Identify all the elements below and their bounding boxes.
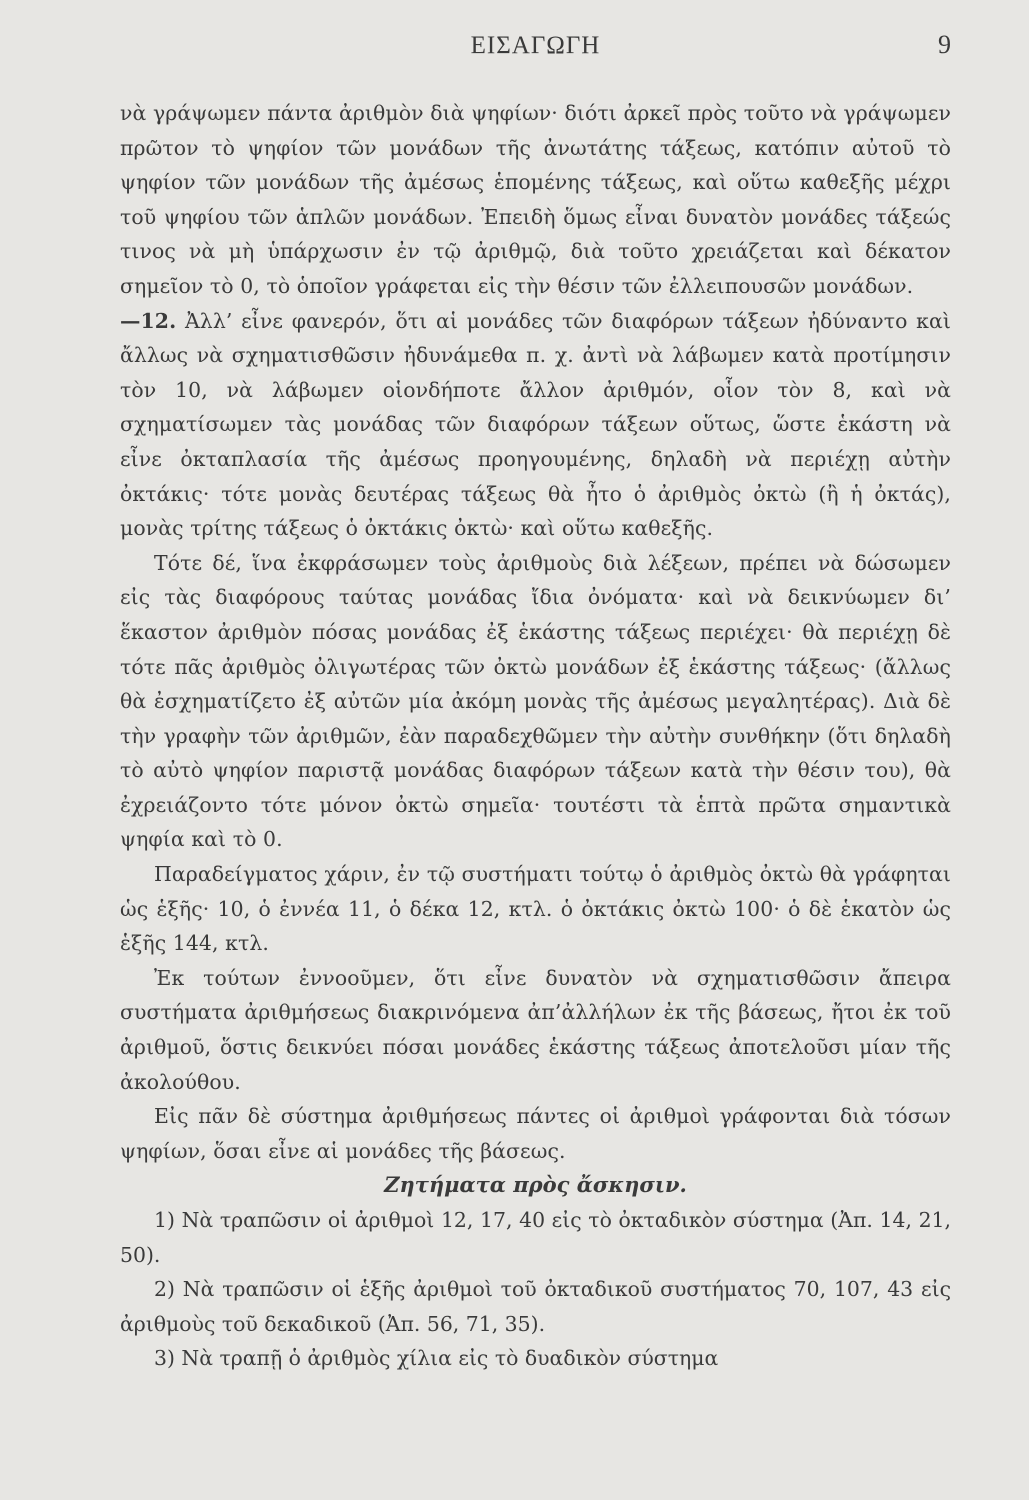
paragraph-text: Τότε δέ, ἵνα ἐκφράσωμεν τοὺς ἀριθμοὺς διὰ λέξεων, πρέπει νὰ δώσωμεν εἰς τὰς διαφόρους ταύτας μονάδας ἴδια ὀνόματα· καὶ νὰ δεικνύωμεν δι’ ἕκαστον ἀριθμὸν πόσας μονάδας ἐξ ἑκάστης τάξεως περιέχει· θὰ περιέχῃ δὲ τότε πᾶς ἀριθμὸς ὀλιγωτέρας τῶν ὀκτὼ μονάδων ἐξ ἑκάστης τάξεως· (ἄλλως θὰ ἐσχηματίζετο ἐξ αὐτῶν μία ἀκόμη μονὰς τῆς ἀμέσως μεγαλητέρας). Διὰ δὲ τὴν γραφὴν τῶν ἀριθμῶν, ἐὰν παραδεχθῶμεν τὴν αὐτὴν συνθήκην (ὅτι δηλαδὴ τὸ αὐτὸ ψηφίον παριστᾷ μονάδας διαφόρων τάξεων κατὰ τὴν θέσιν του), θὰ ἐχρειάζοντο τότε μόνον ὀκτὼ σημεῖα· τουτέστι τὰ ἑπτὰ πρῶτα σημαντικὰ ψηφία καὶ τὸ 0. xyxy=(120,550,951,852)
paragraph xyxy=(120,546,951,857)
exercises-section xyxy=(120,1168,951,1376)
paragraph xyxy=(120,961,951,1099)
paragraph-continuation xyxy=(120,96,951,304)
running-title: ΕΙΣΑΓΩΓΗ xyxy=(470,32,601,59)
exercise-item: 3) Νὰ τραπῇ ὁ ἀριθμὸς χίλια εἰς τὸ δυαδικὸν σύστημα xyxy=(154,1346,719,1371)
body-text xyxy=(120,96,951,1168)
exercise-item: 1) Νὰ τραπῶσιν οἱ ἀριθμοὶ 12, 17, 40 εἰς τὸ ὀκταδικὸν σύστημα (Ἀπ. 14, 21, 50). xyxy=(120,1208,951,1267)
paragraph-text: Εἰς πᾶν δὲ σύστημα ἀριθμήσεως πάντες οἱ ἀριθμοὶ γράφονται διὰ τόσων ψηφίων, ὅσαι εἶνε αἱ μονάδες τῆς βάσεως. xyxy=(120,1104,951,1163)
paragraph-text: Ἀλλ’ εἶνε φανερόν, ὅτι αἱ μονάδες τῶν διαφόρων τάξεων ἠδύναντο καὶ ἄλλως νὰ σχηματισθῶσιν ἠδυνάμεθα π. χ. ἀντὶ νὰ λάβωμεν κατὰ προτίμησιν τὸν 10, νὰ λάβωμεν οἱονδήποτε ἄλλον ἀριθμόν, οἷον τὸν 8, καὶ νὰ σχηματίσωμεν τὰς μονάδας τῶν διαφόρων τάξεων οὕτως, ὥστε ἑκάστη νὰ εἶνε ὀκταπλασία τῆς ἀμέσως προηγουμένης, δηλαδὴ νὰ περιέχῃ αὐτὴν ὀκτάκις· τότε μονὰς δευτέρας τάξεως θὰ ἦτο ὁ ἀριθμὸς ὀκτὼ (ἢ ἡ ὀκτάς), μονὰς τρίτης τάξεως ὁ ὀκτάκις ὀκτὼ· καὶ οὕτω καθεξῆς. xyxy=(120,308,951,541)
exercise-list xyxy=(120,1203,951,1376)
paragraph-text: Παραδείγματος χάριν, ἐν τῷ συστήματι τούτῳ ὁ ἀριθμὸς ὀκτὼ θὰ γράφηται ὡς ἑξῆς· 10, ὁ ἐννέα 11, ὁ δέκα 12, κτλ. ὁ ὀκτάκις ὀκτὼ 100· ὁ δὲ ἑκατὸν ὡς ἑξῆς 144, κτλ. xyxy=(120,862,951,956)
paragraph-text: Ἐκ τούτων ἐννοοῦμεν, ὅτι εἶνε δυνατὸν νὰ σχηματισθῶσιν ἄπειρα συστήματα ἀριθμήσεως διακρινόμενα ἀπ’ἀλλήλων ἐκ τῆς βάσεως, ἤτοι ἐκ τοῦ ἀριθμοῦ, ὅστις δεικνύει πόσαι μονάδες ἑκάστης τάξεως ἀποτελοῦσι μίαν τῆς ἀκολούθου. xyxy=(120,965,951,1094)
paragraph-section-12 xyxy=(120,304,951,546)
page-header xyxy=(120,24,951,68)
exercise-item: 2) Νὰ τραπῶσιν οἱ ἑξῆς ἀριθμοὶ τοῦ ὀκταδικοῦ συστήματος 70, 107, 43 εἰς ἀριθμοὺς τοῦ δεκαδικοῦ (Ἀπ. 56, 71, 35). xyxy=(120,1277,951,1336)
section-marker: —12. xyxy=(120,308,177,333)
paragraph xyxy=(120,857,951,961)
paragraph-text: νὰ γράψωμεν πάντα ἀριθμὸν διὰ ψηφίων· διότι ἀρκεῖ πρὸς τοῦτο νὰ γράψωμεν πρῶτον τὸ ψηφίον τῶν μονάδων τῆς ἀνωτάτης τάξεως, κατόπιν αὐτοῦ τὸ ψηφίον τῶν μονάδων τῆς ἀμέσως ἑπομένης τάξεως, καὶ οὕτω καθεξῆς μέχρι τοῦ ψηφίου τῶν ἁπλῶν μονάδων. Ἐπειδὴ ὅμως εἶναι δυνατὸν μονάδες τάξεώς τινος νὰ μὴ ὑπάρχωσιν ἐν τῷ ἀριθμῷ, διὰ τοῦτο χρειάζεται καὶ δέκατον σημεῖον τὸ 0, τὸ ὁποῖον γράφεται εἰς τὴν θέσιν τῶν ἐλλειπουσῶν μονάδων. xyxy=(120,101,951,298)
exercises-title: Ζητήματα πρὸς ἄσκησιν. xyxy=(384,1172,687,1198)
page-number: 9 xyxy=(938,30,951,59)
paragraph xyxy=(120,1099,951,1168)
